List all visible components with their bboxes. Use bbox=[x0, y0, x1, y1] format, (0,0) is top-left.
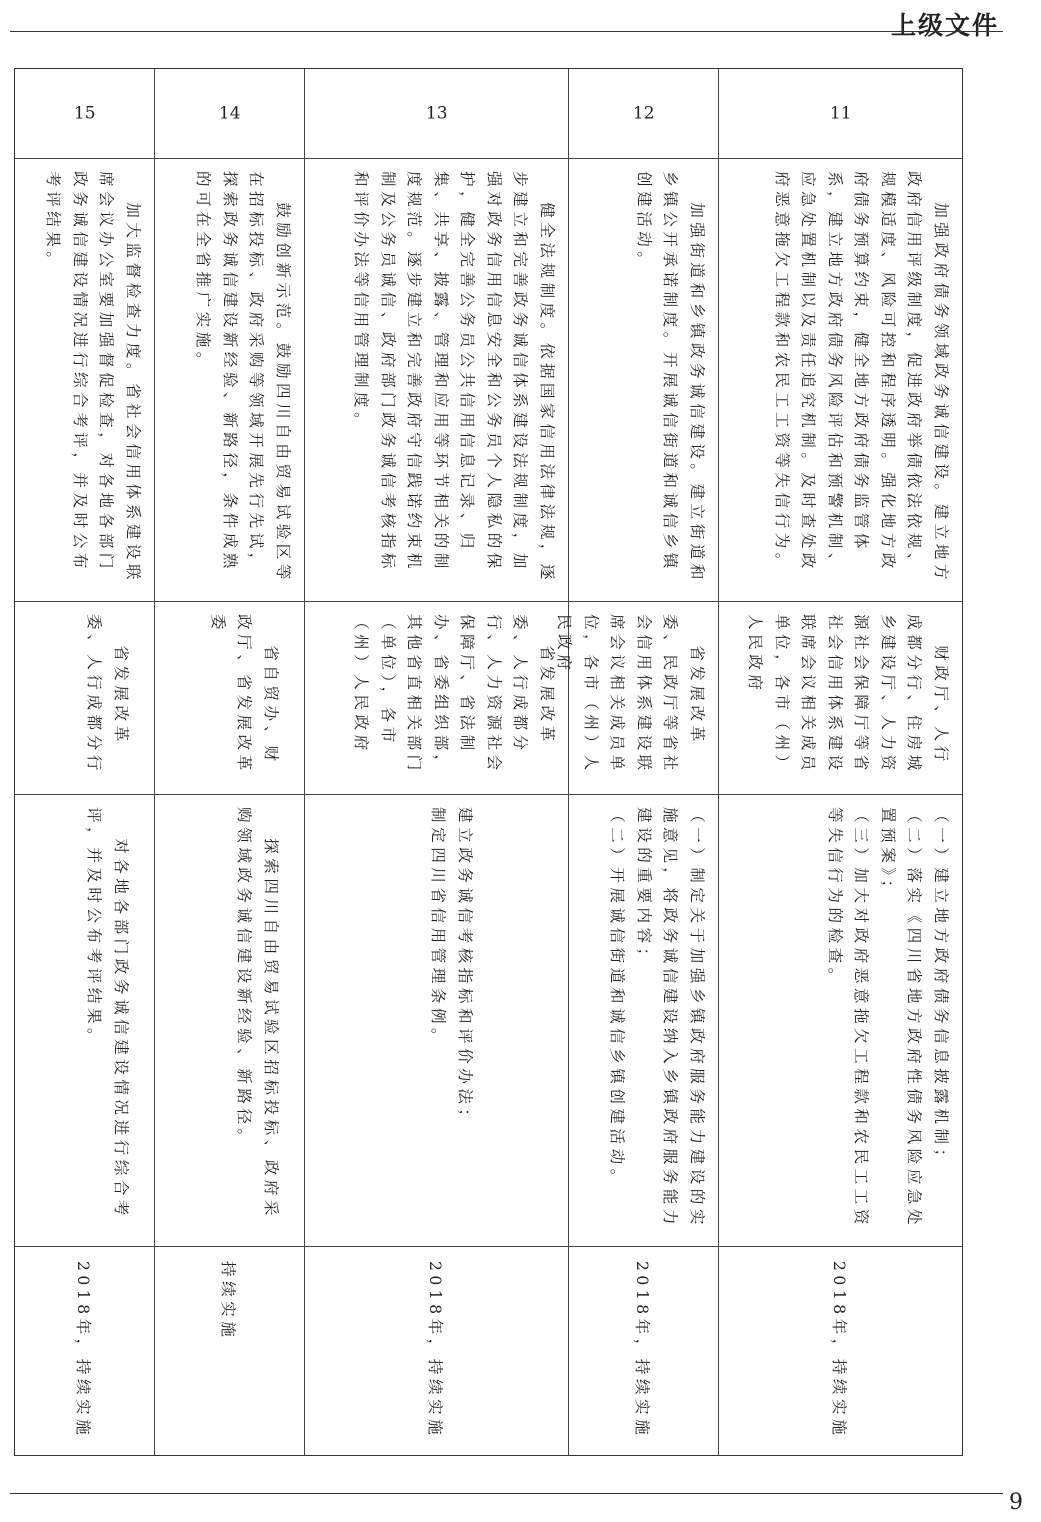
row-number: 13 bbox=[305, 69, 568, 159]
table-row bbox=[154, 69, 304, 1455]
implementation-time: 2018年，持续实施 bbox=[829, 1261, 848, 1440]
implementation-measures: 对各地各部门政务诚信建设情况进行综合考评，并及时公布考评结果。 bbox=[15, 795, 154, 1247]
table-row bbox=[555, 69, 718, 1455]
implementation-time: 2018年，持续实施 bbox=[425, 1261, 444, 1440]
responsible-departments: 省发展改革委、民政厅等省社会信用体系建设联席会议相关成员单位，各市（州）人民政府 bbox=[569, 602, 718, 795]
implementation-measures: 探索四川自由贸易试验区招标投标、政府采购领域政务诚信建设新经验、新路径。 bbox=[155, 795, 304, 1247]
row-number: 12 bbox=[569, 69, 718, 159]
implementation-time: 持续实施 bbox=[218, 1261, 237, 1342]
row-number: 14 bbox=[155, 69, 304, 159]
implementation-time: 2018年，持续实施 bbox=[73, 1261, 92, 1440]
page-number: 9 bbox=[1009, 1490, 1023, 1515]
responsible-departments: 省自贸办、财政厅、省发展改革委 bbox=[155, 602, 304, 795]
header-rule bbox=[10, 31, 1003, 32]
task-table-rotated bbox=[15, 69, 962, 1455]
task-table bbox=[14, 68, 963, 1456]
implementation-time: 2018年，持续实施 bbox=[632, 1261, 651, 1440]
page-header-title: 上级文件 bbox=[890, 11, 999, 40]
table-row bbox=[304, 69, 568, 1455]
responsible-departments: 财政厅、人行成都分行、住房城乡建设厅、人力资源社会保障厅等省社会信用体系建设联席会议相关成员单位，各市（州）人民政府 bbox=[719, 602, 962, 795]
responsible-departments: 省发展改革委、人行成都分行、人力资源社会保障厅、省法制办、省委组织部，其他省直相关部门（单位），各市（州）人民政府 bbox=[305, 602, 568, 795]
task-content: 加大监督检查力度。省社会信用体系建设联席会议办公室要加强督促检查，对各地各部门政务诚信建设情况进行综合考评，并及时公布考评结果。 bbox=[15, 159, 154, 602]
row-number: 11 bbox=[719, 69, 962, 159]
table-row bbox=[718, 69, 962, 1455]
task-content: 加强政府债务领域政务诚信建设。建立地方政府信用评级制度，促进政府举债依法依规、规模适度、风险可控和程序透明。强化地方政府债务预算约束，健全地方政府债务监管体系，建立地方政府债务风险评估和预警机制、应急处置机制以及责任追究机制。及时查处政府恶意拖欠工程款和农民工工资等失信行为。 bbox=[719, 159, 962, 602]
implementation-measures: （一）建立地方政府债务信息披露机制； （二）落实《四川省地方政府性债务风险应急处置预案》； （三）加大对政府恶意拖欠工程款和农民工工资等失信行为的检查。 bbox=[719, 795, 962, 1247]
row-number: 15 bbox=[15, 69, 154, 159]
responsible-departments: 省发展改革委、人行成都分行 bbox=[15, 602, 154, 795]
implementation-measures: （一）制定关于加强乡镇政府服务能力建设的实施意见，将政务诚信建设纳入乡镇政府服务能力建设的重要内容； （二）开展诚信街道和诚信乡镇创建活动。 bbox=[569, 795, 718, 1247]
task-content: 健全法规制度。依据国家信用法律法规，逐步建立和完善政务诚信体系建设法规制度，加强对政务信用信息安全和公务员个人隐私的保护，健全完善公务员公共信用信息记录、归集、共享、披露、管理和应用等环节相关的制度规范。逐步建立和完善政府守信践诺约束机制及公务员诚信、政府部门政务诚信考核指标和评价办法等信用管理制度。 bbox=[305, 159, 568, 602]
task-content: 鼓励创新示范。鼓励四川自由贸易试验区等在招标投标、政府采购等领域开展先行先试，探索政务诚信建设新经验、新路径，条件成熟的可在全省推广实施。 bbox=[155, 159, 304, 602]
table-row bbox=[15, 69, 154, 1455]
task-content: 加强街道和乡镇政务诚信建设。建立街道和乡镇公开承诺制度。开展诚信街道和诚信乡镇创建活动。 bbox=[569, 159, 718, 602]
implementation-measures: 建立政务诚信考核指标和评价办法； 制定四川省信用管理条例。 bbox=[305, 795, 568, 1247]
footer-rule bbox=[10, 1493, 1003, 1494]
